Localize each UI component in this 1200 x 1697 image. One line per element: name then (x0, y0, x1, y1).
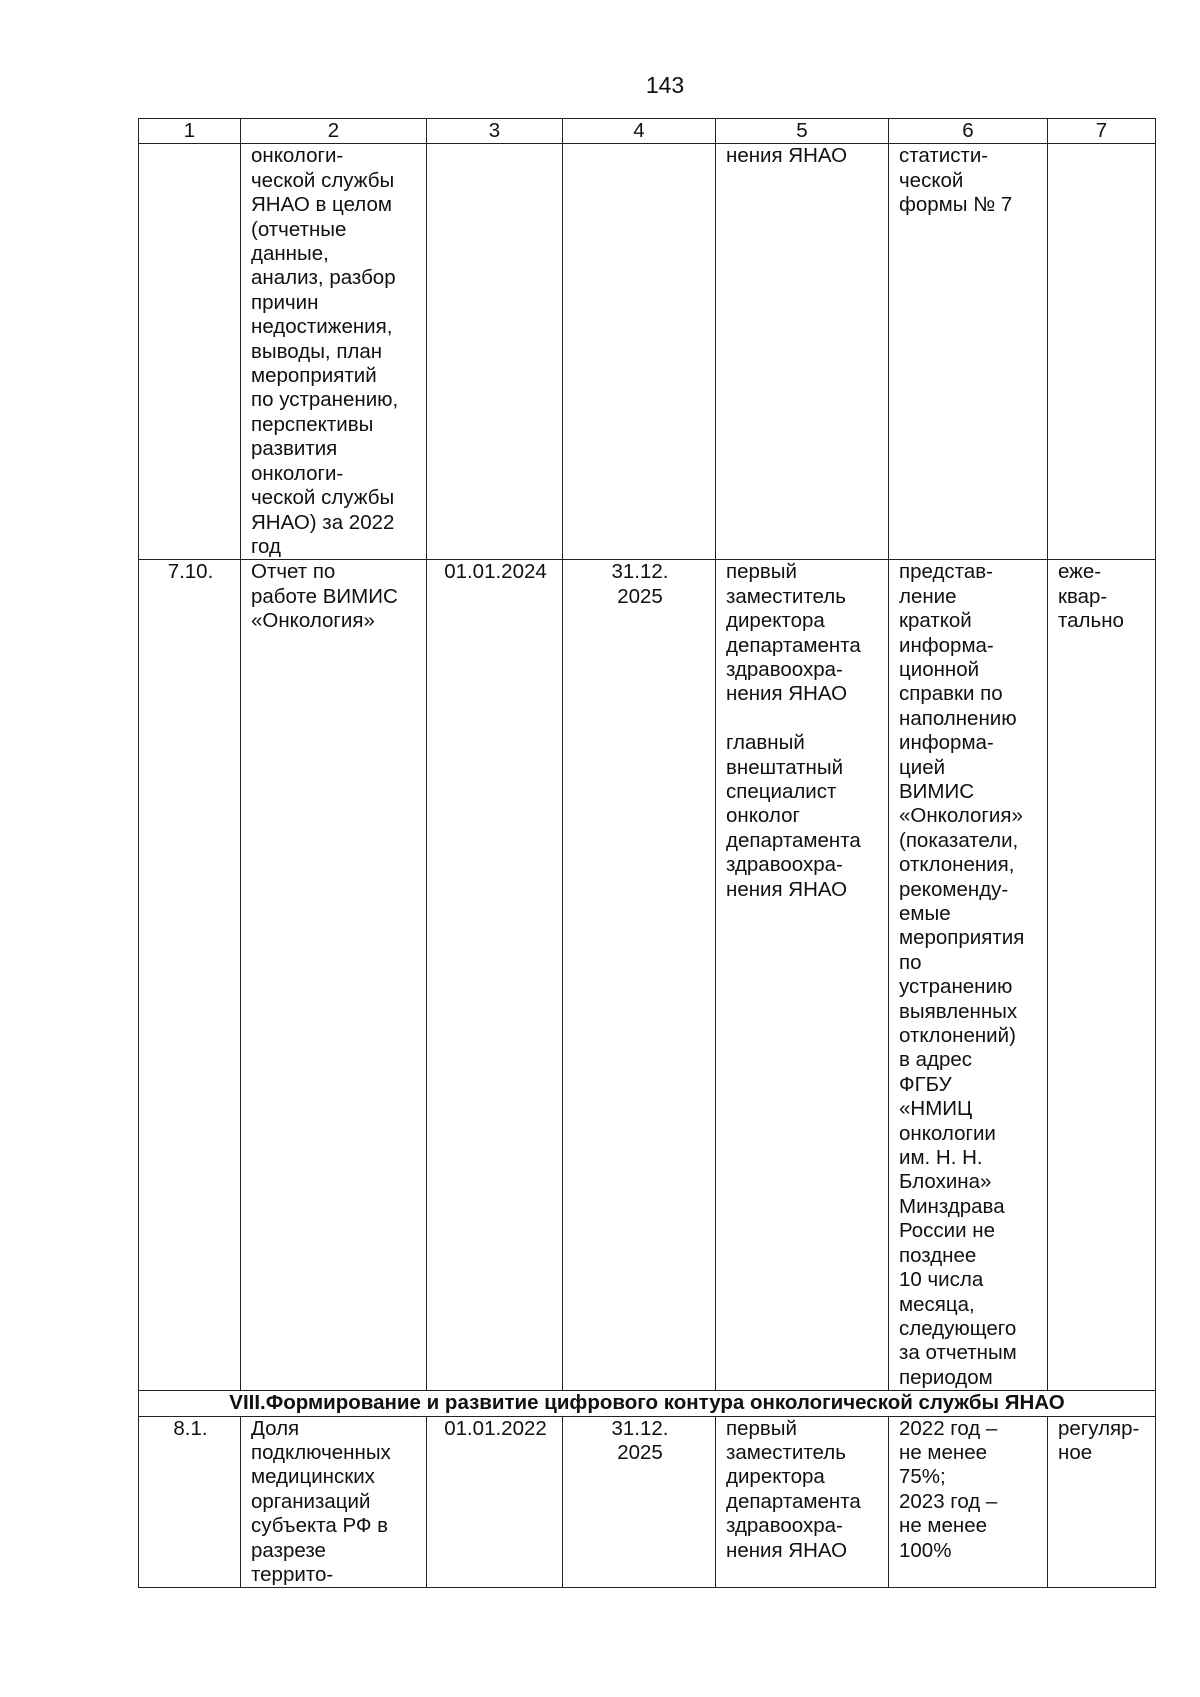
periodicity-cell: регуляр- ное (1048, 1416, 1156, 1588)
result-cell: представ- ление краткой информа- ционной справки по наполнению информа- цией ВИМИС «Онкология» (показатели, отклонения, рекоменду- емые мероприятия по устранению выявленных отклонений) в адрес ФГБУ «НМИЦ онкологии им. Н. Н. Блохина» Минздрава России не позднее 10 числа месяца, следующего за отчетным периодом (889, 560, 1048, 1391)
table-row (139, 1416, 1156, 1588)
page-number: 143 (645, 72, 685, 98)
start-date-cell (427, 144, 563, 560)
table-row (139, 560, 1156, 1391)
activity-cell: Доля подключенных медицинских организаций субъекта РФ в разрезе террито- (241, 1416, 427, 1588)
header-cell: 7 (1048, 119, 1156, 144)
activity-cell: Отчет по работе ВИМИС «Онкология» (241, 560, 427, 1391)
end-date-cell (563, 144, 716, 560)
header-cell: 5 (716, 119, 889, 144)
header-cell: 6 (889, 119, 1048, 144)
section-heading-row (139, 1391, 1156, 1416)
row-number-cell (139, 144, 241, 560)
responsible-cell: первый заместитель директора департамента здравоохра- нения ЯНАО главный внештатный специалист онколог департамента здравоохра- нения ЯНАО (716, 560, 889, 1391)
plan-table (138, 118, 1156, 1588)
responsible-cell: нения ЯНАО (716, 144, 889, 560)
end-date-cell: 31.12. 2025 (563, 1416, 716, 1588)
periodicity-cell (1048, 144, 1156, 560)
row-number-cell: 8.1. (139, 1416, 241, 1588)
end-date-cell: 31.12. 2025 (563, 560, 716, 1391)
table-row (139, 144, 1156, 560)
header-cell: 2 (241, 119, 427, 144)
result-cell: 2022 год – не менее 75%; 2023 год – не менее 100% (889, 1416, 1048, 1588)
responsible-cell: первый заместитель директора департамента здравоохра- нения ЯНАО (716, 1416, 889, 1588)
periodicity-cell: еже- квар- тально (1048, 560, 1156, 1391)
header-cell: 4 (563, 119, 716, 144)
activity-cell: онкологи- ческой службы ЯНАО в целом (отчетные данные, анализ, разбор причин недостижения, выводы, план мероприятий по устранению, перспективы развития онкологи- ческой службы ЯНАО) за 2022 год (241, 144, 427, 560)
header-cell: 3 (427, 119, 563, 144)
row-number-cell: 7.10. (139, 560, 241, 1391)
section-heading: VIII.Формирование и развитие цифрового контура онкологической службы ЯНАО (139, 1391, 1156, 1416)
header-cell: 1 (139, 119, 241, 144)
result-cell: статисти- ческой формы № 7 (889, 144, 1048, 560)
start-date-cell: 01.01.2024 (427, 560, 563, 1391)
table-header-row (139, 119, 1156, 144)
start-date-cell: 01.01.2022 (427, 1416, 563, 1588)
